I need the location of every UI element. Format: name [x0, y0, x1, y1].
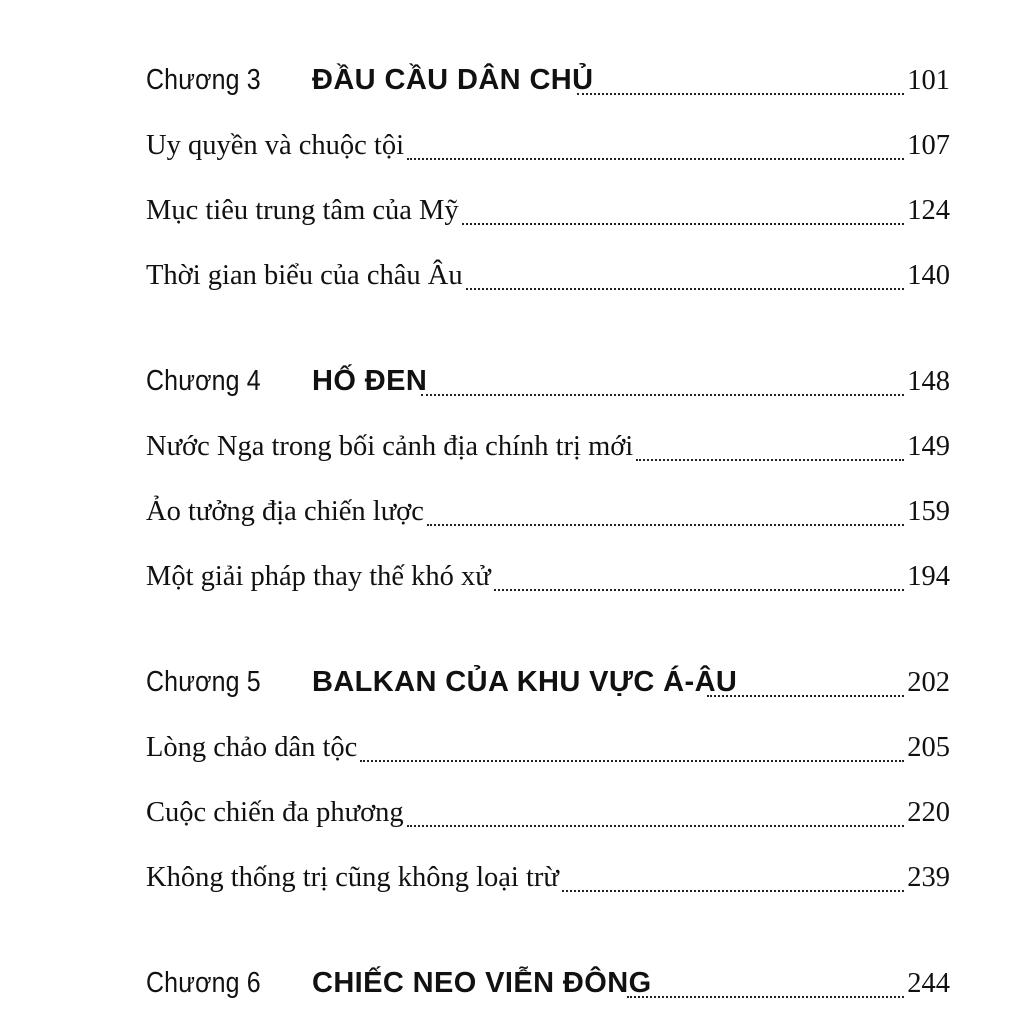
chapter-title: HỐ ĐEN — [312, 365, 428, 397]
section-title: Một giải pháp thay thế khó xử — [146, 561, 491, 592]
dot-leader — [577, 93, 904, 95]
section-entry — [146, 113, 950, 178]
dot-leader — [707, 695, 904, 697]
dot-leader — [562, 890, 904, 892]
chapter-label: Chương 4 — [146, 365, 261, 397]
table-of-contents — [146, 48, 950, 1016]
page-number: 107 — [907, 130, 950, 161]
page-number: 239 — [907, 862, 950, 893]
chapter-title: CHIẾC NEO VIỄN ĐÔNG — [312, 967, 652, 999]
chapter-title-wrap — [312, 951, 652, 1020]
section-title: Uy quyền và chuộc tội — [146, 130, 405, 161]
dot-leader — [360, 760, 904, 762]
dot-leader — [462, 223, 905, 225]
chapter-title: BALKAN CỦA KHU VỰC Á-ÂU — [312, 666, 738, 698]
dot-leader — [407, 158, 904, 160]
dot-leader — [466, 288, 905, 290]
chapter-label: Chương 6 — [146, 967, 261, 999]
page-number: 205 — [907, 732, 950, 763]
section-entry — [146, 845, 950, 910]
section-entry — [146, 544, 950, 609]
section-entry — [146, 243, 950, 308]
chapter-title: ĐẦU CẦU DÂN CHỦ — [312, 64, 594, 96]
chapter-label: Chương 5 — [146, 666, 261, 698]
section-title: Ảo tưởng địa chiến lược — [146, 496, 424, 527]
chapter-spacer — [146, 910, 950, 951]
chapter-entry — [146, 650, 950, 715]
chapter-spacer — [146, 308, 950, 349]
page-number: 202 — [907, 667, 950, 698]
dot-leader — [407, 825, 905, 827]
chapter-entry — [146, 349, 950, 414]
section-title: Nước Nga trong bối cảnh địa chính trị mới — [146, 431, 634, 462]
section-title: Lòng chảo dân tộc — [146, 732, 358, 763]
page-number: 101 — [907, 65, 950, 96]
chapter-spacer — [146, 609, 950, 650]
page-number: 220 — [907, 797, 950, 828]
page-number: 149 — [907, 431, 950, 462]
section-title: Thời gian biểu của châu Âu — [146, 260, 463, 291]
page-number: 194 — [907, 561, 950, 592]
dot-leader — [627, 996, 904, 998]
section-title: Cuộc chiến đa phương — [146, 797, 404, 828]
dot-leader — [421, 394, 904, 396]
section-title: Mục tiêu trung tâm của Mỹ — [146, 195, 459, 226]
dot-leader — [427, 524, 904, 526]
chapter-title-wrap — [312, 48, 594, 117]
section-entry — [146, 715, 950, 780]
chapter-entry — [146, 48, 950, 113]
page-number: 140 — [907, 260, 950, 291]
chapter-title-wrap — [312, 349, 428, 418]
page-number: 124 — [907, 195, 950, 226]
chapter-title-wrap — [312, 650, 738, 719]
dot-leader — [636, 459, 904, 461]
section-entry — [146, 414, 950, 479]
chapter-entry — [146, 951, 950, 1016]
section-entry — [146, 780, 950, 845]
page-number: 148 — [907, 366, 950, 397]
dot-leader — [494, 589, 905, 591]
section-title: Không thống trị cũng không loại trừ — [146, 862, 559, 893]
page-number: 244 — [907, 968, 950, 999]
chapter-label: Chương 3 — [146, 64, 261, 96]
page-number: 159 — [907, 496, 950, 527]
section-entry — [146, 178, 950, 243]
section-entry — [146, 479, 950, 544]
